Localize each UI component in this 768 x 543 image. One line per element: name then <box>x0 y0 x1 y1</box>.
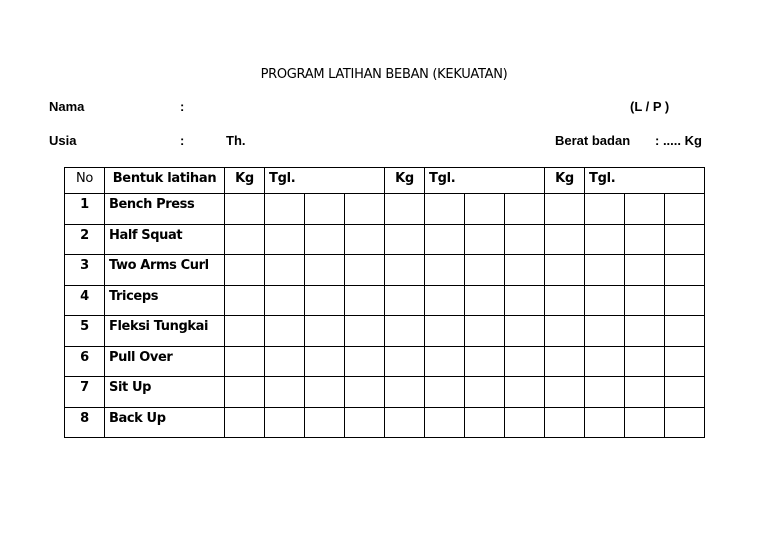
entry-cell[interactable] <box>545 346 585 377</box>
entry-cell[interactable] <box>425 346 465 377</box>
usia-colon: : <box>180 133 185 148</box>
nama-label: Nama <box>49 99 85 114</box>
entry-cell[interactable] <box>545 255 585 286</box>
entry-cell[interactable] <box>665 316 705 347</box>
entry-cell[interactable] <box>625 346 665 377</box>
entry-cell[interactable] <box>625 316 665 347</box>
exercise-name: Fleksi Tungkai <box>105 316 225 347</box>
entry-cell[interactable] <box>225 255 265 286</box>
exercise-name: Half Squat <box>105 224 225 255</box>
entry-cell[interactable] <box>505 346 545 377</box>
row-number: 1 <box>65 194 105 225</box>
entry-cell[interactable] <box>265 346 305 377</box>
header-tgl-2: Tgl. <box>425 168 545 194</box>
entry-cell[interactable] <box>385 377 425 408</box>
berat-badan-value: : ..... Kg <box>655 133 702 148</box>
entry-cell[interactable] <box>345 194 385 225</box>
entry-cell[interactable] <box>665 407 705 438</box>
entry-cell[interactable] <box>585 316 625 347</box>
entry-cell[interactable] <box>385 316 425 347</box>
entry-cell[interactable] <box>425 407 465 438</box>
entry-cell[interactable] <box>305 407 345 438</box>
berat-badan-label: Berat badan <box>555 133 631 148</box>
entry-cell[interactable] <box>265 407 305 438</box>
header-kg-3: Kg <box>545 168 585 194</box>
entry-cell[interactable] <box>305 285 345 316</box>
entry-cell[interactable] <box>225 316 265 347</box>
entry-cell[interactable] <box>465 316 505 347</box>
entry-cell[interactable] <box>625 377 665 408</box>
table-row <box>65 285 705 316</box>
entry-cell[interactable] <box>665 377 705 408</box>
training-table <box>64 167 705 438</box>
entry-cell[interactable] <box>345 346 385 377</box>
row-number: 3 <box>65 255 105 286</box>
table-row <box>65 316 705 347</box>
header-kg-1: Kg <box>225 168 265 194</box>
entry-cell[interactable] <box>665 285 705 316</box>
entry-cell[interactable] <box>385 285 425 316</box>
exercise-name: Triceps <box>105 285 225 316</box>
entry-cell[interactable] <box>385 194 425 225</box>
entry-cell[interactable] <box>225 285 265 316</box>
row-number: 7 <box>65 377 105 408</box>
table-row <box>65 255 705 286</box>
entry-cell[interactable] <box>625 285 665 316</box>
entry-cell[interactable] <box>465 346 505 377</box>
entry-cell[interactable] <box>625 255 665 286</box>
entry-cell[interactable] <box>305 194 345 225</box>
entry-cell[interactable] <box>265 255 305 286</box>
nama-colon: : <box>180 99 185 114</box>
entry-cell[interactable] <box>585 194 625 225</box>
exercise-name: Sit Up <box>105 377 225 408</box>
exercise-name: Back Up <box>105 407 225 438</box>
table-row <box>65 194 705 225</box>
entry-cell[interactable] <box>225 224 265 255</box>
exercise-name: Two Arms Curl <box>105 255 225 286</box>
entry-cell[interactable] <box>465 224 505 255</box>
entry-cell[interactable] <box>505 285 545 316</box>
entry-cell[interactable] <box>345 255 385 286</box>
entry-cell[interactable] <box>225 407 265 438</box>
row-number: 2 <box>65 224 105 255</box>
entry-cell[interactable] <box>265 194 305 225</box>
entry-cell[interactable] <box>305 255 345 286</box>
entry-cell[interactable] <box>425 255 465 286</box>
entry-cell[interactable] <box>505 407 545 438</box>
entry-cell[interactable] <box>225 194 265 225</box>
entry-cell[interactable] <box>425 285 465 316</box>
entry-cell[interactable] <box>345 285 385 316</box>
entry-cell[interactable] <box>625 224 665 255</box>
entry-cell[interactable] <box>465 407 505 438</box>
entry-cell[interactable] <box>465 377 505 408</box>
entry-cell[interactable] <box>585 377 625 408</box>
entry-cell[interactable] <box>545 285 585 316</box>
table-row <box>65 346 705 377</box>
entry-cell[interactable] <box>585 285 625 316</box>
entry-cell[interactable] <box>425 316 465 347</box>
header-kg-2: Kg <box>385 168 425 194</box>
entry-cell[interactable] <box>225 346 265 377</box>
entry-cell[interactable] <box>385 255 425 286</box>
entry-cell[interactable] <box>305 224 345 255</box>
document-title: PROGRAM LATIHAN BEBAN (KEKUATAN) <box>260 67 508 82</box>
gender-field: (L / P ) <box>630 99 670 114</box>
usia-unit: Th. <box>226 133 246 148</box>
entry-cell[interactable] <box>265 224 305 255</box>
table-row <box>65 377 705 408</box>
entry-cell[interactable] <box>665 224 705 255</box>
entry-cell[interactable] <box>545 224 585 255</box>
entry-cell[interactable] <box>505 194 545 225</box>
table-header-row <box>65 168 705 194</box>
table-row <box>65 407 705 438</box>
exercise-name: Bench Press <box>105 194 225 225</box>
entry-cell[interactable] <box>585 346 625 377</box>
row-number: 8 <box>65 407 105 438</box>
entry-cell[interactable] <box>665 194 705 225</box>
entry-cell[interactable] <box>505 316 545 347</box>
entry-cell[interactable] <box>465 255 505 286</box>
entry-cell[interactable] <box>665 255 705 286</box>
entry-cell[interactable] <box>345 377 385 408</box>
row-number: 5 <box>65 316 105 347</box>
header-no: No <box>65 168 105 194</box>
entry-cell[interactable] <box>505 255 545 286</box>
entry-cell[interactable] <box>465 285 505 316</box>
entry-cell[interactable] <box>265 316 305 347</box>
entry-cell[interactable] <box>505 377 545 408</box>
header-tgl-1: Tgl. <box>265 168 385 194</box>
entry-cell[interactable] <box>305 346 345 377</box>
table-row <box>65 224 705 255</box>
entry-cell[interactable] <box>385 346 425 377</box>
header-tgl-3: Tgl. <box>585 168 705 194</box>
entry-cell[interactable] <box>585 224 625 255</box>
entry-cell[interactable] <box>465 194 505 225</box>
exercise-name: Pull Over <box>105 346 225 377</box>
entry-cell[interactable] <box>625 407 665 438</box>
entry-cell[interactable] <box>265 285 305 316</box>
entry-cell[interactable] <box>225 377 265 408</box>
entry-cell[interactable] <box>345 224 385 255</box>
row-number: 4 <box>65 285 105 316</box>
row-number: 6 <box>65 346 105 377</box>
entry-cell[interactable] <box>425 224 465 255</box>
entry-cell[interactable] <box>585 407 625 438</box>
entry-cell[interactable] <box>545 194 585 225</box>
entry-cell[interactable] <box>305 377 345 408</box>
header-bentuk-latihan: Bentuk latihan <box>105 168 225 194</box>
entry-cell[interactable] <box>385 407 425 438</box>
entry-cell[interactable] <box>425 194 465 225</box>
entry-cell[interactable] <box>265 377 305 408</box>
entry-cell[interactable] <box>625 194 665 225</box>
entry-cell[interactable] <box>385 224 425 255</box>
entry-cell[interactable] <box>545 377 585 408</box>
entry-cell[interactable] <box>505 224 545 255</box>
entry-cell[interactable] <box>545 316 585 347</box>
entry-cell[interactable] <box>545 407 585 438</box>
entry-cell[interactable] <box>585 255 625 286</box>
entry-cell[interactable] <box>305 316 345 347</box>
entry-cell[interactable] <box>665 346 705 377</box>
entry-cell[interactable] <box>425 377 465 408</box>
usia-label: Usia <box>49 133 77 148</box>
entry-cell[interactable] <box>345 316 385 347</box>
entry-cell[interactable] <box>345 407 385 438</box>
